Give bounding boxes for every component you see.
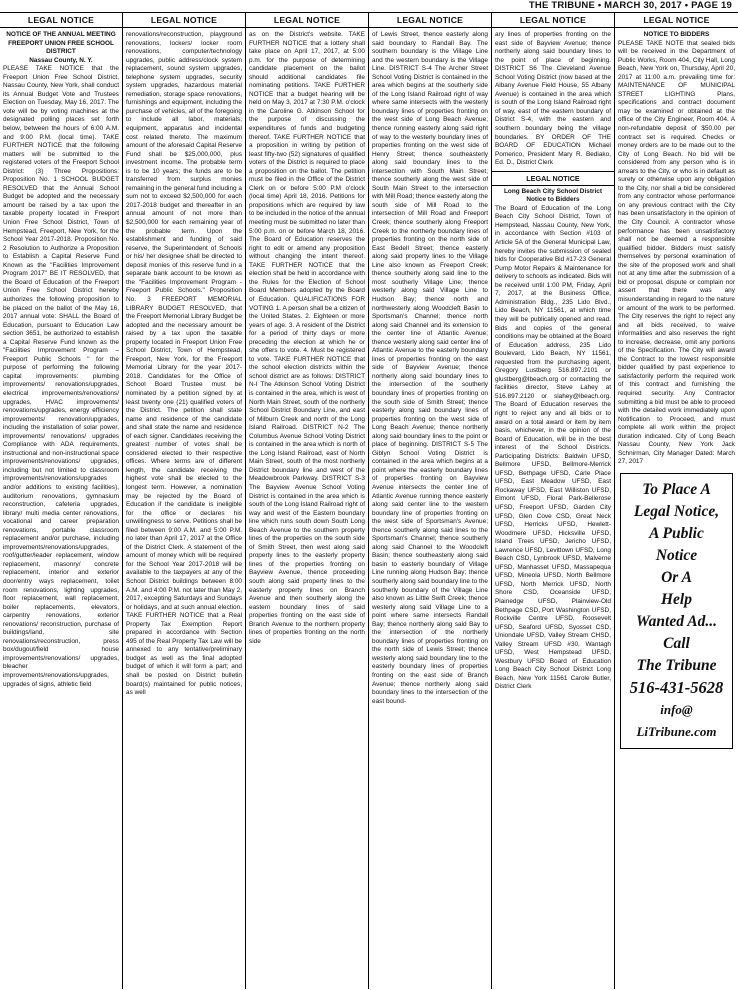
masthead-text: THE TRIBUNE • MARCH 30, 2017 • PAGE 19: [528, 0, 732, 11]
ad-line: The Tribune: [636, 656, 717, 674]
ad-email-prefix: info@: [660, 701, 693, 717]
ad-line: Notice: [655, 546, 698, 564]
notice-body: renovations/reconstruction, playground renovations, lockers/ locker room renovations, computer/technology upgrades, public address/clock system replacement, sound system upgrades, telephone system upgrades, security system upgrades, hazardous material remediation, storage space renovations, furnishings and equipment, including the purchase of vehicles, all of the foregoing to include all labor, materials, equipment, apparatus and incidental cost related thereto. The maximum amount of the aforesaid Capital Reserve Fund shall be $25,000,000, plus investment income. The probable term is to be 10 years; the funds are to be transferred from surplus monies remaining in the general fund including a sum not to exceed $2,500,000 for each 2017-2018 budget and thereafter in an annual amount of not more than $2,500,000 for each remaining year of the probable term. Upon the establishment and funding of said reserve, the Superintendent of Schools or his/ her designee shall be directed to deposit monies of this reserve fund in a separate bank account to be known as the "Facilities Improvement Program - Freeport Public Schools." Proposition No. 3 FREEPORT MEMORIAL LIBRARY BUDGET RESOLVED, that the Freeport Memorial Library Budget be adopted and the necessary amount be raised by a tax upon the taxable property located in Freeport Union Free School District, Town of Hempstead, Freeport, New York, for the Freeport Memorial Library for the year 2017-2018. Candidates for the Office of School Board Trustee must be nominated by a petition signed by at least twenty one (21) qualified voters of the District. The petition shall state name and residence of the candidate and shall state the name and residence of each signer. Candidates receiving the greatest number of votes shall be considered elected to their respective offices. Where terms are of different length, the candidate receiving the highest vote shall be elected to the longest term. However, a nomination may be rejected by the Board of Education if the candidate is ineligible for the office or declares his unwillingness to serve. Petitions shall be filed between 9:00 A.M. and 5:00 P.M. no later than April 17, 2017 at the Office of the District Clerk. A statement of the amount of money which will be required for the School Year 2017-2018 will be available to the taxpayers at any of the School District buildings between 8:00 A.M. and 4:00 P.M. not later than May 2, 2017, excepting Saturdays and Sundays or holidays, and at such annual election. TAKE FURTHER NOTICE that a Real Property Tax Exemption Report prepared in accordance with Section 495 of the Real Property Tax Law will be annexed to any tentative/preliminary budget as well as the final adopted budget of which it will form a part; and shall be posted on District bulletin board(s) maintained for public notices, as well: [126, 31, 242, 697]
ad-line: Legal Notice,: [633, 502, 720, 520]
ad-line: Or A: [661, 568, 692, 586]
notice-county: Nassau County, N. Y.: [29, 56, 93, 64]
notice-body: as on the District's website. TAKE FURTHER NOTICE that a lottery shall take place on April 17, 2017, at 5:00 p.m. for the purpose of determining candidate placement on the ballot should additional candidates file nominating petitions. TAKE FURTHER NOTICE that a budget hearing will be held on May 3, 2017 at 7:30 P.M. o'clock in the Caroline G. Atkinson School for the purpose of discussing the expenditures of funds and budgeting thereof. TAKE FURTHER NOTICE that a proposition in writing by petition of least fifty-two (52) signatures of qualified voters of the District is required to place a proposition on the ballot. The petition must be filed in the Office of the District Clerk on or before 5:00 P.M o'clock (local time) April 18, 2016. Petitions for propositions which are required by law to be included in the notice of the annual meeting must be submitted no later than 5:00 p.m. on or before March 18, 2016. The Board of Education reserves the right to edit or amend any proposition without changing the intent thereof. TAKE FURTHER NOTICE that the election shall be held in accordance with the Rules for the Election of School Board Members adopted by the Board of Education. QUALIFICATIONS FOR VOTING 1. A person shall be a citizen of the United States. 2. Eighteen or more years of age. 3. A resident of the District for a period of thirty days or more preceding the election at which he or she offers to vote. 4. Must be registered to vote. TAKE FURTHER NOTICE that the school election districts within the school district are as follows: DISTRICT N-I The Atkinson School Voting District is contained in the area, which is west of North Main Street, south of the northerly School District Boundary Line, and east of Milburn Creek and north of the Long Island Railroad. DISTRICT N-2 The Columbus Avenue School Voting District is contained in the area which is north of the Long Island Railroad, east of North Main Street, south of the most northerly District boundary line and west of the Meadowbrook Parkway. DISTRICT S-3 The Bayview Avenue School Voting District is contained in the area which is south of the Long Island Railroad right of way and west of the Eastern boundary line which runs south down South Long Beach Avenue to the southern property lines of the properties on the south side of Smith Street, then west along said property lines to the easterly property lines of the properties fronting on Bayview Avenue, thence proceeding south along said property lines to the easterly property lines on Branch Avenue and then southerly along the eastern boundary lines of said properties fronting on the east side of Branch Avenue to the northern property lines of properties fronting on the north side: [249, 31, 365, 645]
column-heading: LEGAL NOTICE: [492, 13, 614, 28]
notice-body: ary lines of properties fronting on the east side of Bayview Avenue; thence northerly along said boundary lines to the point of place of beginning. DISTRICT S6 The Cleveland Avenue School Voting District (now based at the Albany Avenue Field House, 55 Albany Avenue) is contained in the area which is south of the Long Island Railroad right of way, east of the eastern boundary of District S-4, with the eastern and southern boundary being the village boundaries. BY ORDER OF THE BOARD OF EDUCATION Michael Pomerico, President Mary R. Bediako, Ed. D., District Clerk: [495, 31, 611, 167]
bidders-notice-title: Long Beach City School District Notice to Bidders: [503, 187, 602, 204]
column-heading: LEGAL NOTICE: [123, 13, 245, 28]
bidders-body: PLEASE TAKE NOTE that sealed bids will be received in the Department of Public Works, Room 404, City Hall, Long Beach, New York on, Thursday, April 20, 2017 at 11:00 a.m. prevailing time for: MAINTENANCE OF MUNICIPAL STREET LIGHTING Plans, specifications and contract document may be examined or obtained at the office of the City Engineer, Room 404. A non-refundable deposit of $50.00 per contract set is required. Checks or money orders are to be made out to the City of Long Beach. No bid will be considered from any person who is in arrears to the City, or who is in default as surety or otherwise upon any obligation to the City, nor shall a bid be considered from any contractor whose performance on any previous contract with the City has been unsatisfactory in the opinion of the City Council. A contractor whose performance has been unsatisfactory shall not be deemed a responsible qualified bidder. Bidders must satisfy themselves by personal examination of the site of the proposed work and shall not at any time after the submission of a bid or proposal, dispute or complain nor assert that there was any misunderstanding in regard to the nature or amount of the work to be performed. The City reserves the right to reject any and all bids received, to waive informalities and also reserves the right to increase, decrease, omit any portions of the Specification. The City will award the Contract to the lowest responsible bidder qualified by past experience to satisfactorily perform the required work of this contract and furnishing the required security. Any Contractor submitting a bid must be able to proceed with the detailed work immediately upon Notification to Proceed, and must complete all work within the project duration indicated. City of Long Beach Nassau County, New York Jack Schnirman, City Manager Dated: March 27, 2017: [618, 39, 735, 466]
column-heading: LEGAL NOTICE: [0, 13, 122, 28]
column-6: [615, 13, 738, 989]
tribune-ad-box: [620, 473, 733, 749]
notice-district: FREEPORT UNION FREE SCHOOL DISTRICT: [8, 39, 114, 56]
ad-phone: 516-431-5628: [629, 677, 724, 697]
column-2: [123, 13, 246, 989]
column-heading: LEGAL NOTICE: [369, 13, 491, 28]
bidders-title: NOTICE TO BIDDERS: [643, 31, 710, 38]
column-1: [0, 13, 123, 989]
ad-line: Call: [663, 634, 690, 652]
masthead: [0, 0, 738, 13]
column-heading: LEGAL NOTICE: [246, 13, 368, 28]
notice-columns: [0, 13, 738, 989]
ad-line: Wanted Ad...: [636, 612, 717, 630]
notice-body: of Lewis Street, thence easterly along said boundary to Randall Bay. The southern boundary is the Village Line and the western boundary is the Village Line. DISTRICT S-4 The Archer Street School Voting District is contained in the area which begins at the southerly side of the Long Island Railroad right of way where same intersects with the westerly boundary lines of properties fronting on the west side of Long Beach Avenue; thence running easterly along said right of way to the westerly boundary lines of properties fronting on the west side of Henry Street; thence southeasterly along said boundary lines to the intersection with South Main Street; thence southerly along the west side of South Main Street to the intersection with Mill Road; thence easterly along the south side of Mill Road to the intersection of Mill Road and Freeport Creek; thence southerly along Freeport Creek to the northerly boundary lines of properties fronting on the north side of East Bedell Street; thence easterly along said property lines to the Village Line also known as Freeport Creek; thence southerly along said line to the most southerly Village Line; thence westerly along said Village Line to Hudson Bay; thence north and northwesterly along Woodcleft Basin to Sportsman's Channel; thence north along said Channel and its extension to the center line of Atlantic Avenue; thence westerly along said center line of Atlantic Avenue to the easterly boundary lines of properties fronting on the east side of Bayview Avenue; thence northerly along said boundary lines to the intersection of the southerly boundary lines of properties fronting on the south side of Smith Street; thence easterly along said boundary lines of properties fronting on the west side of Long Beach Avenue; thence northerly along said boundary lines to the point or place of beginning. DISTRICT S-5 The Giblyn School Voting District is contained in the area which begins at a point where the easterly boundary lines of properties fronting on Bayview Avenue intersects the center line of Atlantic Avenue running thence easterly along said center line to the western boundary line of properties fronting on the west side of Sportsman's Avenue; thence southerly along said lines to the Sportsman's Channel; thence southerly along said Channel to the Woodcleft Basin; thence southeasterly along said basin to easterly boundary of Village Line running along Hudson Bay; thence southerly along said boundary line to the southerly boundary of the Village Line also known as Little Swift Creek; thence westerly along said Village Line to a point where same intersects Randall Bay; thence northerly along said Bay to the intersection of the northerly boundary lines of properties fronting on the north side of Lewis Street; thence westerly along said boundary line to the easterly boundary lines of properties fronting on the east side of Branch Avenue; thence northerly along said boundary lines to the intersection of the east bound-: [372, 31, 488, 705]
column-5: [492, 13, 615, 989]
bidders-notice-body: The Board of Education of the Long Beach City School District, Town of Hempstead, Nassau County, New York, in accordance with Section #103 of Article 5A of the General Municipal Law, hereby invites the submission of sealed bids for Cooperative Bid #17-23 General Pump Motor Repairs & Maintenance for delivery to schools as indicated. Bids will be received until 1:00 PM, Friday, April 7, 2017, at the Business Office, Administration Bldg., 235 Lido Blvd., Lido Beach, NY 11561, at which time they will be publically opened and read. Bids and copies of the general conditions may be obtained at the Board of Education address, 235 Lido Boulevard, Lido Beach, NY 11561, requested from the purchasing agent, Gregory Lustberg 516.897.2101 or glustberg@lbeach.org or contacting the facilities director, Steve Lahey at 516.897.2120 or slahey@lbeach.org. The Board of Education reserves the right to reject any and all bids or to award on a total award or item by item basis, whichever, in the opinion of the Board of Education, will be in the best interest of the School Districts. Participating Districts: Baldwin UFSD, Bellmore UFSD, Bellmore-Merrick UFSD, Bethpage UFSD, Carle Place UFSD, East Meadow UFSD, East Rockaway UFSD, East Williston UFSD, Elmont UFSD, Floral Park-Bellerose UFSD, Freeport UFSD, Garden City UFSD, Glen Cove CSD, Great Neck UFSD, Herricks UFSD, Hewlett-Woodmere UFSD, Hicksville UFSD, Island Trees UFSD, Jericho UFSD, Lawrence UFSD, Levittown UFSD, Long Beach CSD, Lynbrook UFSD, Malverne UFSD, Manhasset UFSD, Massapequa UFSD, Mineola UFSD, North Bellmore UFSD, North Merrick UFSD, North Shore CSD, Oceanside UFSD, Plainedge UFSD, Plainview-Old Bethpage CSD, Port Washington UFSD, Rockville Centre UFSD, Roosevelt UFSD, Seaford UFSD, Syosset CSD, Uniondale UFSD, Valley Stream CHSD, Valley Stream UFSD #30, Wantagh UFSD, West Hempstead UFSD, Westbury UFSD Board of Education Long Beach City School District Long Beach, New York 11561 Carole Butler, District Clerk: [495, 204, 611, 691]
notice-title: NOTICE OF THE ANNUAL MEETING: [6, 31, 116, 38]
column-heading: LEGAL NOTICE: [615, 13, 738, 28]
notice-body: PLEASE TAKE NOTICE that the Freeport Union Free School District, Nassau County, New York, shall conduct its Annual Budget Vote and Trustees Election on Tuesday, May 16, 2017. The vote will be by voting machines at the designated polling places set forth below, between the hours of 6:00 A.M. and 9:00 P.M. (local time). TAKE FURTHER NOTICE that the following matters will be submitted to the registered voters of the Freeport School District: (3) Three Propositions: Proposition No. 1 SCHOOL BUDGET RESOLVED that the Annual School Budget be adopted and the necessary amount be raised by a tax upon the taxable property located in Freeport Union Free School District, Town of Hempstead, Freeport, New York, for the School Year 2017-2018. Proposition No. 2 Resolution to Authorize a Proposition to Establish a Capital Reserve Fund Known as the "Facilities Improvement Program 2017" BE IT RESOLVED, that the Board of Education of the Freeport Union Free School District hereby authorizes the following proposition to be placed on the ballot of the May 16, 2017 annual vote: SHALL the Board of Education, pursuant to Education Law section 3651, be authorized to establish a Capital Reserve Fund known as the "Facilities Improvement Program – Freeport Public Schools " for the purpose of performing the following capital improvements: plumbing improvements/ renovations/upgrades, electrical improvements/renovations/ upgrades, HVAC improvements/ renovations/upgrades, energy efficiency improvements/ renovation/upgrades, including the installation of solar power, improvements/ renovations/ upgrades Compliance with ADA requirements, instructional and non-instructional space improvements/renovations/ upgrades, including but not limited to classroom improvements/renovations/upgrades and/or additions to existing facilities), auditorium renovations, gymnasium reconstruction, cafeteria upgrades, library/ multi media center renovations, vocational and career preparation renovations, portable classroom replacement and/or purchase, including improvements/renovations/upgrades, roof/gutter/leader replacement, window replacement, masonry/ concrete replacement, interior and exterior door/entry ways replacement, toilet room renovations, lighting upgrades, floor replacement, wall replacement, boiler replacements, elevators, carpentry renovations, exterior renovations/ reconstruction, purchase of buildings/land, site renovations/reconstruction, press box/dugout/field house improvements/renovations/ upgrades, bleacher improvements/renovations/upgrades, upgrades of signs, athletic field: [3, 65, 119, 688]
section-heading: LEGAL NOTICE: [492, 171, 614, 186]
column-3: [246, 13, 369, 989]
ad-website: LiTribune.com: [636, 723, 717, 739]
ad-line: To Place A: [642, 480, 711, 498]
ad-line: Help: [661, 590, 692, 608]
column-4: [369, 13, 492, 989]
ad-line: A Public: [649, 524, 704, 542]
